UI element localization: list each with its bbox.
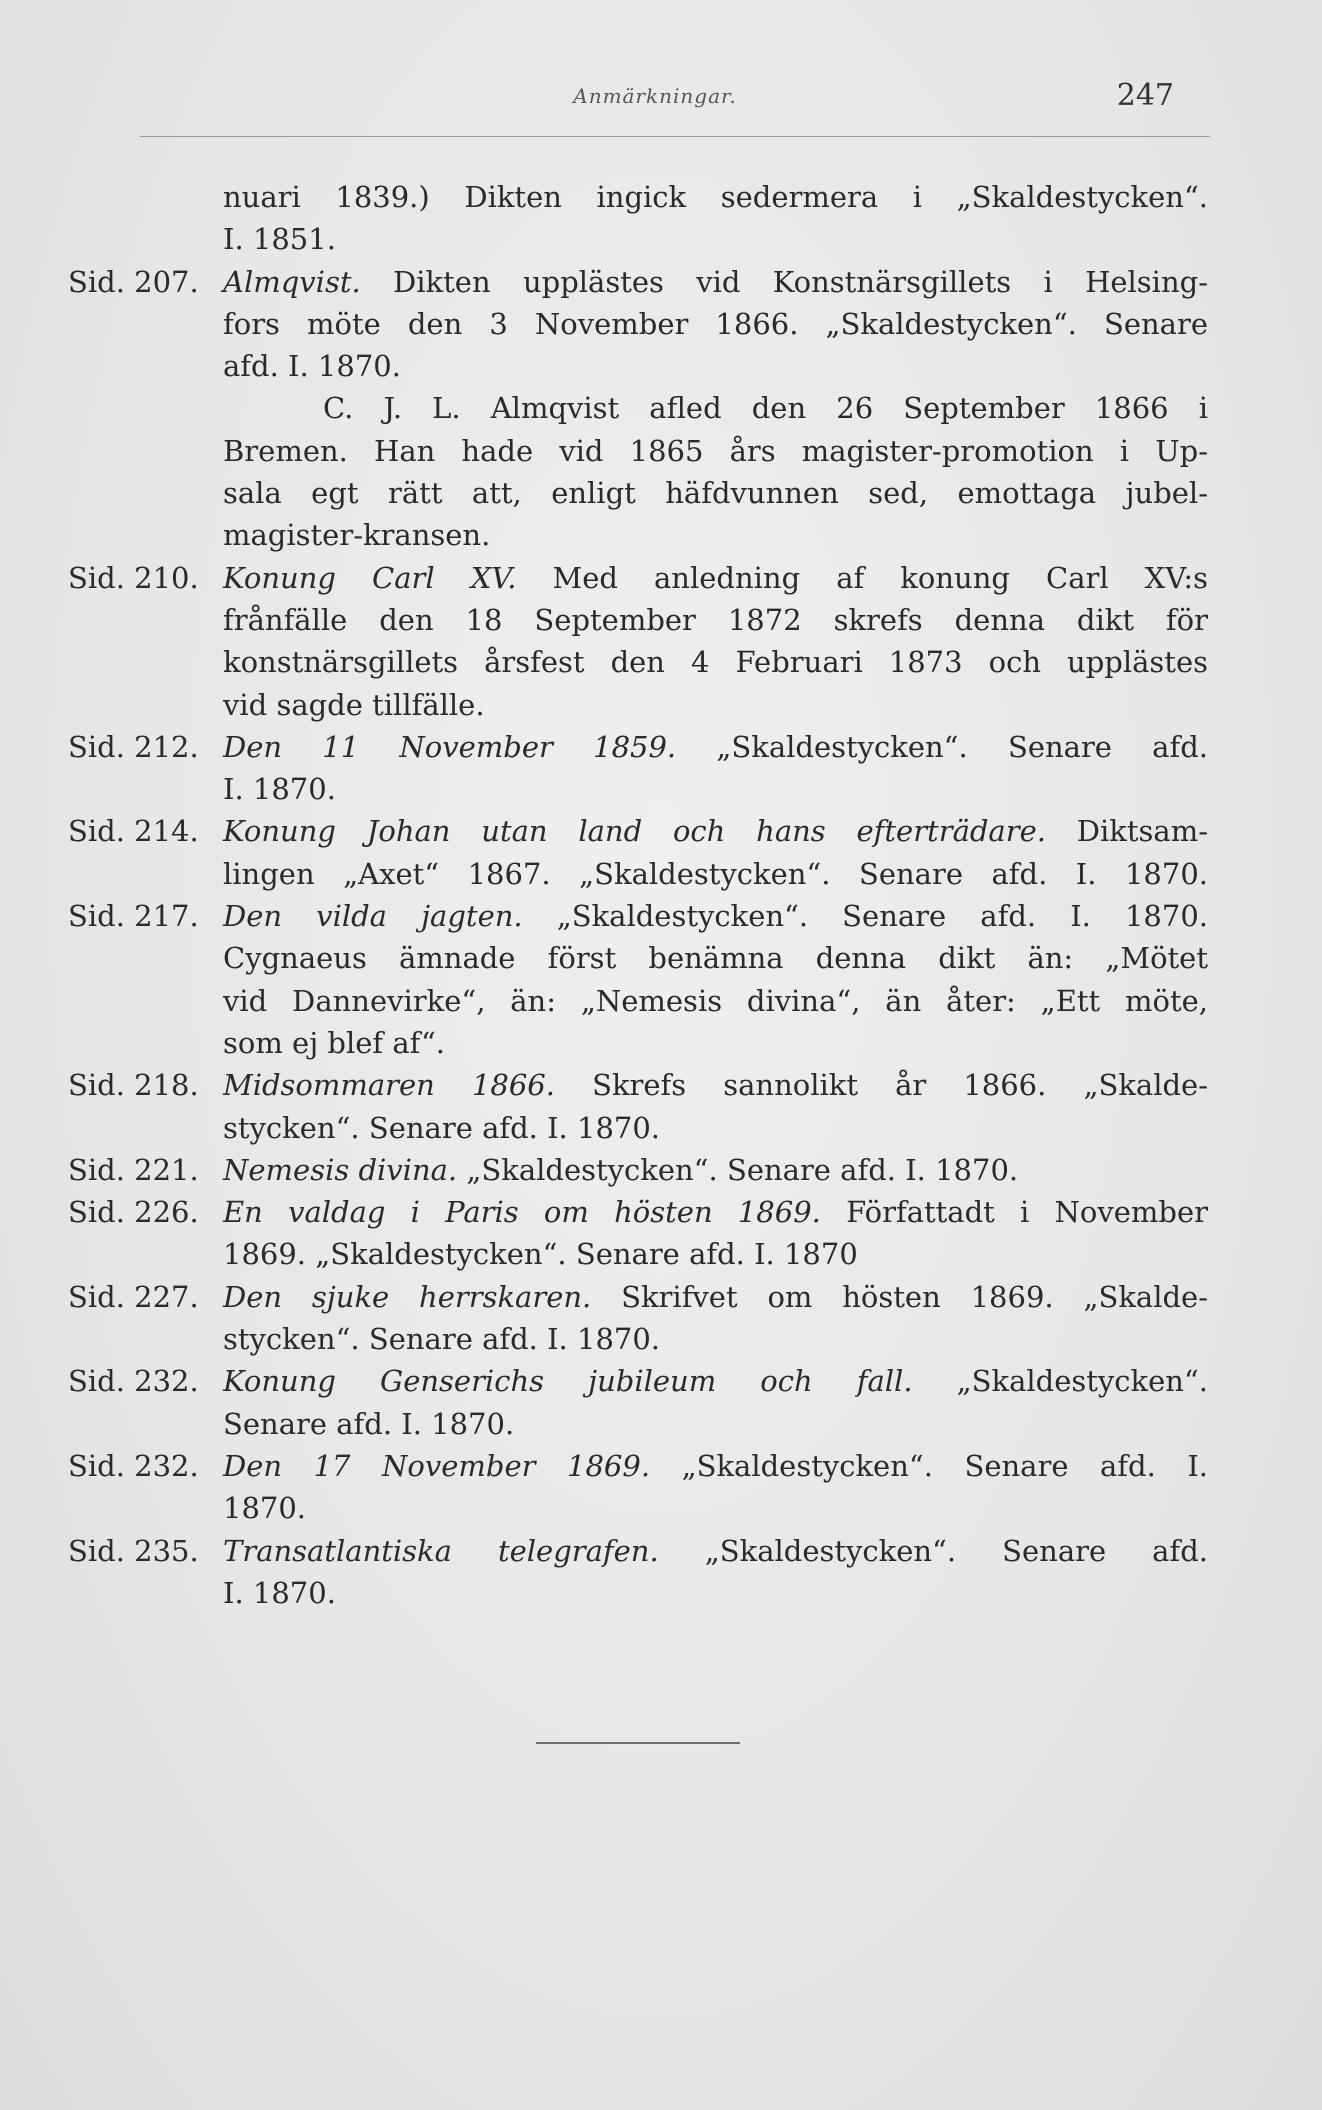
page-reference: Sid. 227. bbox=[68, 1279, 199, 1314]
line-text bbox=[223, 1403, 1208, 1445]
text-line bbox=[68, 810, 1208, 852]
line-text bbox=[223, 1487, 1208, 1529]
note-text: nuari 1839.) Dikten ingick sedermera i „Skaldestycken“. bbox=[223, 180, 1208, 214]
page-reference: Sid. 221. bbox=[68, 1152, 199, 1187]
line-text bbox=[223, 641, 1208, 683]
text-line bbox=[68, 1318, 1208, 1360]
note-text: C. J. L. Almqvist afled den 26 September 1866 i bbox=[323, 391, 1208, 426]
text-line bbox=[68, 1487, 1208, 1529]
line-text bbox=[223, 472, 1208, 514]
note-text: Cygnaeus ämnade först benämna denna dikt än: „Mötet bbox=[223, 941, 1208, 976]
line-text bbox=[223, 1530, 1208, 1572]
page-reference: Sid. 207. bbox=[68, 264, 199, 299]
page-reference: Sid. 226. bbox=[68, 1195, 199, 1230]
notes-body bbox=[68, 176, 1208, 1614]
text-line bbox=[68, 261, 1208, 303]
note-text: „Skaldestycken“. Senare afd. I. 1870. bbox=[522, 899, 1208, 934]
line-text bbox=[223, 1064, 1208, 1106]
line-text bbox=[223, 726, 1208, 768]
line-text bbox=[223, 387, 1208, 429]
note-text: Skrefs sannolikt år 1866. „Skalde- bbox=[554, 1068, 1208, 1103]
note-text: I. 1870. bbox=[223, 772, 336, 807]
line-text bbox=[223, 810, 1208, 852]
note-text: „Skaldestycken“. Senare afd. bbox=[658, 1533, 1208, 1568]
text-line bbox=[68, 1530, 1208, 1572]
page-header bbox=[140, 78, 1174, 122]
line-text bbox=[223, 557, 1208, 599]
poem-title: Konung Genserichs jubileum och fall. bbox=[223, 1364, 913, 1399]
text-line bbox=[68, 472, 1208, 514]
line-text bbox=[223, 1149, 1208, 1191]
line-text bbox=[223, 768, 1208, 810]
running-head: Anmärkningar. bbox=[573, 84, 737, 108]
note-text: fors möte den 3 November 1866. „Skaldestycken“. Senare bbox=[223, 306, 1208, 341]
text-line bbox=[68, 1233, 1208, 1275]
page-number: 247 bbox=[1116, 78, 1174, 113]
note-text: I. 1851. bbox=[223, 222, 336, 257]
note-text: „Skaldestycken“. bbox=[912, 1364, 1208, 1399]
note-text: „Skaldestycken“. Senare afd. I. bbox=[650, 1448, 1208, 1483]
header-rule bbox=[140, 136, 1210, 137]
page-reference: Sid. 214. bbox=[68, 814, 199, 849]
line-text bbox=[223, 853, 1208, 895]
note-text: „Skaldestycken“. Senare afd. I. 1870. bbox=[457, 1152, 1019, 1187]
note-text: stycken“. Senare afd. I. 1870. bbox=[223, 1322, 661, 1357]
line-text bbox=[223, 684, 1208, 726]
line-text bbox=[223, 176, 1208, 218]
note-text: Författadt i November bbox=[820, 1195, 1208, 1230]
line-text bbox=[223, 1107, 1208, 1149]
line-text bbox=[223, 1233, 1208, 1275]
poem-title: Den 17 November 1869. bbox=[223, 1448, 651, 1483]
end-rule bbox=[536, 1742, 740, 1744]
line-text bbox=[223, 980, 1208, 1022]
page-reference: Sid. 217. bbox=[68, 899, 199, 934]
note-text: frånfälle den 18 September 1872 skrefs denna dikt för bbox=[223, 602, 1208, 637]
note-text: afd. I. 1870. bbox=[223, 349, 401, 384]
note-text: 1870. bbox=[223, 1491, 307, 1526]
page-reference: Sid. 235. bbox=[68, 1533, 199, 1568]
line-text bbox=[223, 1445, 1208, 1487]
poem-title: Den sjuke herrskaren. bbox=[223, 1279, 592, 1314]
line-text bbox=[223, 599, 1208, 641]
line-text bbox=[223, 1191, 1208, 1233]
text-line bbox=[68, 430, 1208, 472]
note-text: „Skaldestycken“. Senare afd. bbox=[676, 729, 1208, 764]
text-line bbox=[68, 1572, 1208, 1614]
line-text bbox=[223, 1276, 1208, 1318]
text-line bbox=[68, 937, 1208, 979]
note-text: Diktsam- bbox=[1045, 814, 1208, 849]
line-text bbox=[223, 218, 1208, 260]
poem-title: Midsommaren 1866. bbox=[223, 1068, 555, 1103]
text-line bbox=[68, 557, 1208, 599]
text-line bbox=[68, 1445, 1208, 1487]
note-text: Med anledning af konung Carl XV:s bbox=[516, 560, 1209, 595]
poem-title: Almqvist. bbox=[223, 264, 361, 299]
line-text bbox=[223, 1572, 1208, 1614]
text-line bbox=[68, 387, 1208, 429]
line-text bbox=[223, 303, 1208, 345]
text-line bbox=[68, 176, 1208, 218]
text-line bbox=[68, 768, 1208, 810]
note-text: som ej blef af“. bbox=[223, 1025, 445, 1060]
text-line bbox=[68, 1022, 1208, 1064]
text-line bbox=[68, 980, 1208, 1022]
note-text: 1869. „Skaldestycken“. Senare afd. I. 1870 bbox=[223, 1237, 858, 1272]
text-line bbox=[68, 599, 1208, 641]
page-reference: Sid. 218. bbox=[68, 1068, 199, 1103]
line-text bbox=[223, 1022, 1208, 1064]
text-line bbox=[68, 218, 1208, 260]
text-line bbox=[68, 514, 1208, 556]
page-reference: Sid. 210. bbox=[68, 560, 199, 595]
note-text: vid sagde tillfälle. bbox=[223, 687, 485, 722]
poem-title: Transatlantiska telegrafen. bbox=[223, 1533, 659, 1568]
poem-title: Nemesis divina. bbox=[223, 1152, 458, 1187]
text-line bbox=[68, 1360, 1208, 1402]
line-text bbox=[223, 1318, 1208, 1360]
note-text: I. 1870. bbox=[223, 1575, 336, 1610]
text-line bbox=[68, 726, 1208, 768]
note-text: lingen „Axet“ 1867. „Skaldestycken“. Senare afd. I. 1870. bbox=[223, 856, 1208, 891]
note-text: sala egt rätt att, enligt häfdvunnen sed, emottaga jubel- bbox=[223, 476, 1208, 511]
note-text: Skrifvet om hösten 1869. „Skalde- bbox=[591, 1279, 1208, 1314]
page-reference: Sid. 232. bbox=[68, 1448, 199, 1483]
line-text bbox=[223, 430, 1208, 472]
text-line bbox=[68, 1107, 1208, 1149]
note-text: Senare afd. I. 1870. bbox=[223, 1406, 515, 1441]
line-text bbox=[223, 514, 1208, 556]
note-text: stycken“. Senare afd. I. 1870. bbox=[223, 1110, 661, 1145]
poem-title: En valdag i Paris om hösten 1869. bbox=[223, 1195, 821, 1230]
line-text bbox=[223, 345, 1208, 387]
text-line bbox=[68, 1064, 1208, 1106]
note-text: vid Dannevirke“, än: „Nemesis divina“, än åter: „Ett möte, bbox=[223, 983, 1208, 1018]
line-text bbox=[223, 261, 1208, 303]
text-line bbox=[68, 684, 1208, 726]
text-line bbox=[68, 641, 1208, 683]
text-line bbox=[68, 345, 1208, 387]
text-line bbox=[68, 1191, 1208, 1233]
text-line bbox=[68, 1276, 1208, 1318]
note-text: Dikten upplästes vid Konstnärsgillets i Helsing- bbox=[360, 264, 1208, 299]
note-text: konstnärsgillets årsfest den 4 Februari 1873 och upplästes bbox=[223, 645, 1208, 680]
text-line bbox=[68, 1149, 1208, 1191]
page-reference: Sid. 212. bbox=[68, 729, 199, 764]
text-line bbox=[68, 895, 1208, 937]
note-text: Bremen. Han hade vid 1865 års magister-promotion i Up- bbox=[223, 433, 1208, 468]
poem-title: Den vilda jagten. bbox=[223, 899, 523, 934]
line-text bbox=[223, 937, 1208, 979]
poem-title: Konung Carl XV. bbox=[223, 560, 517, 595]
poem-title: Den 11 November 1859. bbox=[223, 729, 677, 764]
line-text bbox=[223, 1360, 1208, 1402]
text-line bbox=[68, 1403, 1208, 1445]
page-reference: Sid. 232. bbox=[68, 1364, 199, 1399]
poem-title: Konung Johan utan land och hans efterträdare. bbox=[223, 814, 1046, 849]
text-line bbox=[68, 303, 1208, 345]
note-text: magister-kransen. bbox=[223, 518, 491, 553]
text-line bbox=[68, 853, 1208, 895]
line-text bbox=[223, 895, 1208, 937]
